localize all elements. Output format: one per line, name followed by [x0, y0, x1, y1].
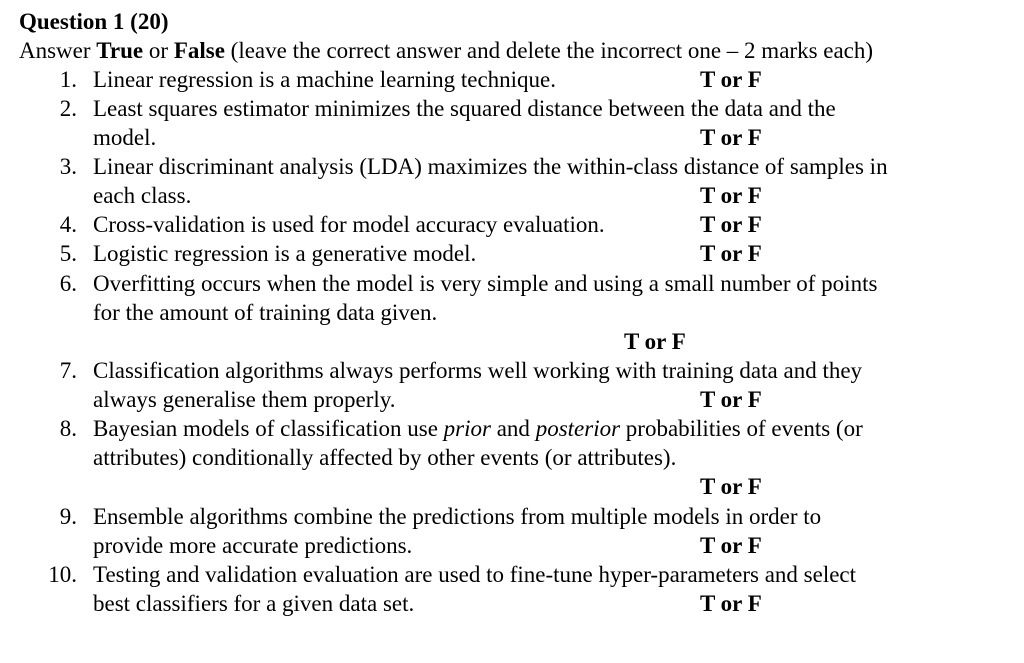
- item-4-text: Cross-validation is used for model accuracy evaluation.: [93, 212, 605, 237]
- instructions: [19, 36, 873, 65]
- instructions-mid: or: [143, 38, 174, 63]
- item-3-number: 3.: [59, 154, 77, 179]
- item-10-text-line-2: best classifiers for a given data set.: [93, 591, 415, 616]
- item-8-number: 8.: [59, 416, 77, 441]
- item-2-text-line-2: model.: [93, 125, 157, 150]
- item-1-text: Linear regression is a machine learning technique.: [93, 67, 557, 92]
- item-7-text-line-2: always generalise them properly.: [93, 387, 396, 412]
- item-8-answer[interactable]: T or F: [700, 474, 762, 499]
- item-3-answer[interactable]: T or F: [700, 183, 762, 208]
- item-5-answer[interactable]: T or F: [700, 241, 762, 266]
- item-7-number: 7.: [59, 358, 77, 383]
- item-8-text-pre: Bayesian models of classification use: [93, 416, 444, 441]
- item-9-text-line-2: provide more accurate predictions.: [93, 533, 413, 558]
- item-6-answer[interactable]: T or F: [624, 329, 686, 354]
- item-2-answer[interactable]: T or F: [700, 125, 762, 150]
- instructions-post: (leave the correct answer and delete the incorrect one – 2 marks each): [224, 38, 874, 63]
- item-10-number: 10.: [48, 562, 77, 587]
- item-4-number: 4.: [59, 212, 77, 237]
- question-heading: Question 1 (20): [19, 9, 169, 34]
- instructions-false: False: [173, 38, 225, 63]
- item-3-text-line-2: each class.: [93, 183, 192, 208]
- item-8-text-post: probabilities of events (or: [620, 416, 863, 441]
- item-8-text-mid: and: [490, 416, 536, 441]
- item-8-posterior: posterior: [535, 416, 621, 441]
- item-5-text: Logistic regression is a generative model.: [93, 241, 477, 266]
- item-4-answer[interactable]: T or F: [700, 212, 762, 237]
- item-10-answer[interactable]: T or F: [700, 591, 762, 616]
- item-1-number: 1.: [59, 67, 77, 92]
- item-10-text-line-1: Testing and validation evaluation are used to fine-tune hyper-parameters and select: [93, 562, 857, 587]
- item-3-text-line-1: Linear discriminant analysis (LDA) maximizes the within-class distance of samples in: [93, 154, 888, 179]
- item-6-text-line-2: for the amount of training data given.: [93, 300, 438, 325]
- item-5-number: 5.: [59, 241, 77, 266]
- item-7-text-line-1: Classification algorithms always performs well working with training data and they: [93, 358, 863, 383]
- item-9-answer[interactable]: T or F: [700, 533, 762, 558]
- item-1-answer[interactable]: T or F: [700, 67, 762, 92]
- item-6-number: 6.: [59, 271, 77, 296]
- item-8-text-line-2: attributes) conditionally affected by other events (or attributes).: [93, 445, 677, 470]
- item-6-text-line-1: Overfitting occurs when the model is very simple and using a small number of points: [93, 271, 878, 296]
- instructions-true: True: [96, 38, 144, 63]
- item-8-prior: prior: [443, 416, 491, 441]
- item-8-text-line-1: [93, 414, 863, 443]
- item-2-number: 2.: [59, 96, 77, 121]
- item-9-number: 9.: [59, 504, 77, 529]
- instructions-pre: Answer: [19, 38, 97, 63]
- item-2-text-line-1: Least squares estimator minimizes the squared distance between the data and the: [93, 96, 836, 121]
- item-9-text-line-1: Ensemble algorithms combine the predictions from multiple models in order to: [93, 504, 822, 529]
- item-7-answer[interactable]: T or F: [700, 387, 762, 412]
